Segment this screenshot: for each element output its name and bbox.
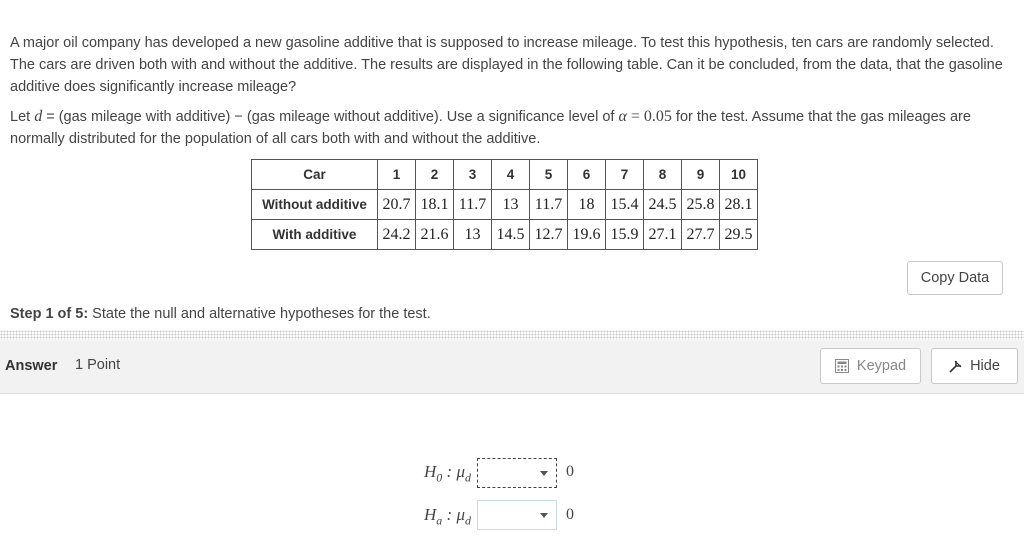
table-cell: 13 (492, 190, 530, 220)
table-header-cell: 4 (492, 160, 530, 190)
alternative-hypothesis-operator-select[interactable] (477, 500, 557, 530)
table-cell: 20.7 (378, 190, 416, 220)
table-cell: 15.4 (606, 190, 644, 220)
answer-bar (0, 340, 1024, 394)
problem-definition (10, 106, 1010, 150)
table-row-label: With additive (252, 220, 378, 250)
divider (0, 330, 1024, 340)
let-tail: for the test. Assume that the gas mileages are normally distributed for the population of all cars both with and without the additive. (10, 109, 971, 147)
table-row-label: Without additive (252, 190, 378, 220)
table-header-row (252, 160, 758, 190)
keypad-icon (835, 359, 849, 373)
table-header-cell: 6 (568, 160, 606, 190)
alternative-hypothesis-value: 0 (566, 506, 574, 523)
table-cell: 28.1 (720, 190, 758, 220)
null-hypothesis-operator-select[interactable] (477, 458, 557, 488)
table-cell: 24.2 (378, 220, 416, 250)
copy-data-button[interactable]: Copy Data (907, 261, 1003, 295)
table-cell: 12.7 (530, 220, 568, 250)
table-header-cell: 8 (644, 160, 682, 190)
table-cell: 29.5 (720, 220, 758, 250)
data-table (251, 159, 758, 250)
alpha-value: = 0.05 (626, 108, 672, 125)
collapse-icon (949, 360, 962, 373)
points-label: 1 Point (75, 357, 121, 373)
table-cell: 25.8 (682, 190, 720, 220)
keypad-label: Keypad (856, 358, 907, 374)
table-header-cell: 2 (416, 160, 454, 190)
keypad-button[interactable] (820, 348, 921, 384)
null-hypothesis-label: $H_0$ : $\mu_d$ (424, 462, 471, 485)
let-prefix: Let (10, 109, 35, 125)
let-definition: = (gas mileage with additive) − (gas mileage without additive). Use a significance level of (42, 109, 619, 125)
alpha-symbol: α (618, 108, 627, 125)
table-cell: 18 (568, 190, 606, 220)
table-header-cell: 10 (720, 160, 758, 190)
table-cell: 11.7 (454, 190, 492, 220)
hide-label: Hide (970, 358, 1000, 374)
table-cell: 24.5 (644, 190, 682, 220)
table-cell: 27.7 (682, 220, 720, 250)
answer-label: Answer (5, 358, 58, 374)
chevron-down-icon (540, 513, 548, 518)
table-row (252, 190, 758, 220)
table-header-cell: 1 (378, 160, 416, 190)
table-cell: 15.9 (606, 220, 644, 250)
hide-button[interactable] (931, 348, 1018, 384)
table-cell: 11.7 (530, 190, 568, 220)
table-header-cell: 5 (530, 160, 568, 190)
null-hypothesis-value: 0 (566, 463, 574, 480)
table-cell: 21.6 (416, 220, 454, 250)
problem-intro: A major oil company has developed a new gasoline additive that is supposed to increase mileage. To test this hypothesis, ten cars are randomly selected. The cars are driven both with and without the additive. The results are displayed in the following table. Can it be concluded, from the data, that the gasoline additive does significantly increase mileage? (10, 35, 1003, 95)
chevron-down-icon (540, 471, 548, 476)
table-header-cell: 7 (606, 160, 644, 190)
table-cell: 14.5 (492, 220, 530, 250)
table-cell: 27.1 (644, 220, 682, 250)
alternative-hypothesis-label: $H_a$ : $\mu_d$ (424, 505, 471, 528)
table-cell: 18.1 (416, 190, 454, 220)
table-cell: 19.6 (568, 220, 606, 250)
table-header-cell: Car (252, 160, 378, 190)
table-row (252, 220, 758, 250)
table-header-cell: 3 (454, 160, 492, 190)
table-header-cell: 9 (682, 160, 720, 190)
d-symbol: d (34, 108, 43, 125)
step-instruction (10, 306, 431, 322)
step-number: Step 1 of 5: (10, 306, 89, 322)
table-cell: 13 (454, 220, 492, 250)
step-text: State the null and alternative hypotheses for the test. (88, 306, 431, 322)
